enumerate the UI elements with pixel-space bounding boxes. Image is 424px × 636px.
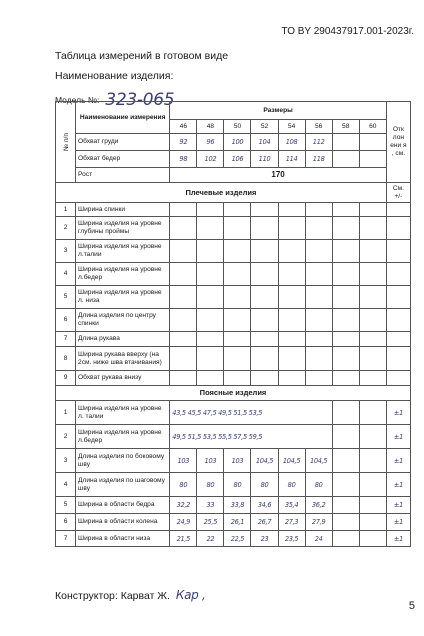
empty-cell xyxy=(332,240,359,263)
hand-value: 106 xyxy=(224,151,251,168)
empty-cell xyxy=(386,203,410,217)
empty-cell xyxy=(359,531,386,547)
measurement-label: Ширина изделия на уровне л. талии xyxy=(76,401,170,425)
empty-cell xyxy=(332,401,359,425)
hand-value: 25,5 xyxy=(197,514,224,531)
empty-cell xyxy=(305,203,332,217)
tolerance-value: ±1 xyxy=(386,531,410,547)
empty-cell xyxy=(332,134,359,151)
shoulder-row xyxy=(56,371,411,386)
height-row xyxy=(56,168,411,183)
tolerance-value: ±1 xyxy=(386,497,410,514)
measurement-label: Длина изделия по боковому шву xyxy=(76,449,170,473)
hand-value: 36,2 xyxy=(305,497,332,514)
waist-row xyxy=(56,497,411,514)
empty-cell xyxy=(224,309,251,332)
empty-cell xyxy=(359,449,386,473)
empty-cell xyxy=(332,217,359,240)
measurement-label: Ширина изделия на уровне л. низа xyxy=(76,286,170,309)
row-number: 5 xyxy=(56,497,76,514)
document-reference: ТО BY 290437917.001-2023г. xyxy=(281,26,414,37)
tolerance-value: ±1 xyxy=(386,514,410,531)
row-number: 1 xyxy=(56,203,76,217)
row-number: 5 xyxy=(56,286,76,309)
size-cell: 56 xyxy=(305,120,332,134)
hand-value: 80 xyxy=(224,473,251,497)
empty-cell xyxy=(251,217,278,240)
hand-value: 112 xyxy=(305,134,332,151)
height-value: 170 xyxy=(170,168,387,183)
measurement-label: Ширина в области низа xyxy=(76,531,170,547)
empty-cell xyxy=(224,332,251,347)
page-number: 5 xyxy=(408,600,415,612)
size-cell: 60 xyxy=(359,120,386,134)
empty-cell xyxy=(359,286,386,309)
empty-cell xyxy=(170,332,197,347)
empty-cell xyxy=(359,240,386,263)
tolerance-header: См. +/- xyxy=(386,183,410,203)
hand-value: 108 xyxy=(278,134,305,151)
empty-cell xyxy=(278,371,305,386)
measurement-label: Длина рукава xyxy=(76,332,170,347)
shoulder-row xyxy=(56,347,411,371)
table-title: Таблица измерений в готовом виде xyxy=(55,50,229,62)
empty-cell xyxy=(278,203,305,217)
empty-cell xyxy=(170,203,197,217)
hand-value: 102 xyxy=(197,151,224,168)
hand-value: 26,1 xyxy=(224,514,251,531)
measurement-label: Ширина изделия на уровне глубины проймы xyxy=(76,217,170,240)
measurement-label: Ширина спинки xyxy=(76,203,170,217)
name-header: Наименование измерения xyxy=(76,102,170,134)
empty-cell xyxy=(359,203,386,217)
hand-value: 100 xyxy=(224,134,251,151)
empty-cell xyxy=(224,203,251,217)
size-cell: 48 xyxy=(197,120,224,134)
hand-value: 104,5 xyxy=(251,449,278,473)
empty-cell xyxy=(386,217,410,240)
hand-value: 80 xyxy=(251,473,278,497)
item-name-label: Наименование изделия: xyxy=(55,70,174,82)
row-number: 6 xyxy=(56,309,76,332)
row-number: 3 xyxy=(56,240,76,263)
hand-value: 22 xyxy=(197,531,224,547)
empty-cell xyxy=(305,309,332,332)
hand-value: 24 xyxy=(305,531,332,547)
empty-cell xyxy=(251,371,278,386)
empty-cell xyxy=(305,217,332,240)
shoulder-row xyxy=(56,309,411,332)
empty-cell xyxy=(359,263,386,286)
empty-cell xyxy=(386,263,410,286)
hand-value: 110 xyxy=(251,151,278,168)
row-number: 6 xyxy=(56,514,76,531)
empty-cell xyxy=(197,286,224,309)
row-number: 9 xyxy=(56,371,76,386)
hand-value: 22,5 xyxy=(224,531,251,547)
row-number: 2 xyxy=(56,425,76,449)
section-shoulder-title: Плечевые изделия xyxy=(56,183,387,203)
empty-cell xyxy=(224,240,251,263)
hand-value: 103 xyxy=(197,449,224,473)
measurement-label: Длина изделия по центру спинки xyxy=(76,309,170,332)
empty-cell xyxy=(386,332,410,347)
empty-cell xyxy=(170,263,197,286)
hand-value: 104 xyxy=(251,134,278,151)
empty-cell xyxy=(332,371,359,386)
section-shoulder-row xyxy=(56,183,411,203)
empty-cell xyxy=(359,497,386,514)
empty-cell xyxy=(197,332,224,347)
empty-cell xyxy=(170,240,197,263)
empty-cell xyxy=(359,401,386,425)
empty-cell xyxy=(278,347,305,371)
hand-value: 21,5 xyxy=(170,531,197,547)
section-waist-title: Поясные изделия xyxy=(56,386,411,401)
empty-cell xyxy=(386,286,410,309)
constructor-line xyxy=(55,588,206,602)
empty-cell xyxy=(170,371,197,386)
empty-cell xyxy=(224,217,251,240)
empty-cell xyxy=(332,497,359,514)
hand-value: 35,4 xyxy=(278,497,305,514)
empty-cell xyxy=(332,286,359,309)
hand-value: 92 xyxy=(170,134,197,151)
empty-cell xyxy=(305,240,332,263)
empty-cell xyxy=(305,347,332,371)
row-number: 1 xyxy=(56,401,76,425)
empty-cell xyxy=(332,514,359,531)
hand-value: 27,3 xyxy=(278,514,305,531)
shoulder-row xyxy=(56,332,411,347)
empty-cell xyxy=(251,203,278,217)
empty-cell xyxy=(278,217,305,240)
empty-cell xyxy=(359,151,386,168)
size-cell: 54 xyxy=(278,120,305,134)
empty-cell xyxy=(359,332,386,347)
waist-row xyxy=(56,425,411,449)
size-cell: 52 xyxy=(251,120,278,134)
empty-cell xyxy=(332,332,359,347)
hand-value: 103 xyxy=(224,449,251,473)
empty-cell xyxy=(197,217,224,240)
empty-cell xyxy=(197,240,224,263)
empty-cell xyxy=(224,371,251,386)
empty-cell xyxy=(359,134,386,151)
measurement-label: Ширина в области колена xyxy=(76,514,170,531)
empty-cell xyxy=(359,514,386,531)
hand-value-run: 43,5 45,5 47,5 49,5 51,5 53,5 xyxy=(170,401,332,425)
measurement-table xyxy=(55,101,411,547)
hand-value: 23,5 xyxy=(278,531,305,547)
empty-cell xyxy=(251,347,278,371)
empty-cell xyxy=(332,263,359,286)
header-row xyxy=(56,102,411,120)
empty-cell xyxy=(332,203,359,217)
constructor-label: Конструктор: Карват Ж. xyxy=(55,590,170,602)
hand-value: 98 xyxy=(170,151,197,168)
row-number: 4 xyxy=(56,473,76,497)
waist-row xyxy=(56,449,411,473)
hand-value: 104,5 xyxy=(305,449,332,473)
empty-cell xyxy=(278,332,305,347)
empty-cell xyxy=(224,347,251,371)
empty-cell xyxy=(332,473,359,497)
hand-value: 24,9 xyxy=(170,514,197,531)
num-header: № п/п xyxy=(56,102,76,183)
empty-cell xyxy=(170,347,197,371)
empty-cell xyxy=(332,425,359,449)
empty-cell xyxy=(305,263,332,286)
empty-cell xyxy=(332,531,359,547)
empty-cell xyxy=(197,309,224,332)
hand-value: 33,8 xyxy=(224,497,251,514)
base-row-chest xyxy=(56,134,411,151)
empty-cell xyxy=(224,286,251,309)
shoulder-row xyxy=(56,240,411,263)
empty-cell xyxy=(359,347,386,371)
empty-cell xyxy=(332,151,359,168)
empty-cell xyxy=(359,217,386,240)
empty-cell xyxy=(251,309,278,332)
empty-cell xyxy=(386,240,410,263)
empty-cell xyxy=(251,240,278,263)
size-cell: 50 xyxy=(224,120,251,134)
empty-cell xyxy=(386,371,410,386)
measurement-label: Ширина рукава вверху (на 2см. ниже шва втачивания) xyxy=(76,347,170,371)
row-number: 7 xyxy=(56,332,76,347)
row-number: 3 xyxy=(56,449,76,473)
empty-cell xyxy=(170,309,197,332)
hand-value: 104,5 xyxy=(278,449,305,473)
measurement-label: Ширина изделия на уровне л.бедер xyxy=(76,425,170,449)
empty-cell xyxy=(197,263,224,286)
shoulder-row xyxy=(56,203,411,217)
empty-cell xyxy=(224,263,251,286)
hand-value: 103 xyxy=(170,449,197,473)
empty-cell xyxy=(170,217,197,240)
model-label: Модель №: xyxy=(55,95,100,105)
empty-cell xyxy=(332,309,359,332)
empty-cell xyxy=(197,371,224,386)
tolerance-value: ±1 xyxy=(386,401,410,425)
table-body xyxy=(56,102,411,547)
empty-cell xyxy=(197,347,224,371)
tolerance-value: ±1 xyxy=(386,473,410,497)
empty-cell xyxy=(359,425,386,449)
base-row-hips xyxy=(56,151,411,168)
hand-value: 118 xyxy=(305,151,332,168)
height-label: Рост xyxy=(76,168,170,183)
model-number-handwritten: 323-065 xyxy=(105,90,175,110)
hand-value: 80 xyxy=(278,473,305,497)
base-label: Обхват груди xyxy=(76,134,170,151)
empty-cell xyxy=(305,371,332,386)
constructor-signature: Кар , xyxy=(175,588,206,602)
empty-cell xyxy=(332,347,359,371)
waist-row xyxy=(56,401,411,425)
empty-cell xyxy=(197,203,224,217)
measurement-label: Ширина изделия на уровне л.бедер xyxy=(76,263,170,286)
empty-cell xyxy=(305,286,332,309)
waist-row xyxy=(56,514,411,531)
measurement-label: Ширина в области бедра xyxy=(76,497,170,514)
waist-row xyxy=(56,531,411,547)
empty-cell xyxy=(332,449,359,473)
row-number: 8 xyxy=(56,347,76,371)
measurement-label: Обхват рукава внизу xyxy=(76,371,170,386)
empty-cell xyxy=(386,347,410,371)
row-number: 7 xyxy=(56,531,76,547)
empty-cell xyxy=(251,332,278,347)
row-number: 2 xyxy=(56,217,76,240)
hand-value: 96 xyxy=(197,134,224,151)
deviation-header: Отк лон ени я , см. xyxy=(386,102,410,183)
row-number: 4 xyxy=(56,263,76,286)
empty-cell xyxy=(278,309,305,332)
hand-value: 33 xyxy=(197,497,224,514)
hand-value: 34,6 xyxy=(251,497,278,514)
empty-cell xyxy=(359,473,386,497)
base-label: Обхват бедер xyxy=(76,151,170,168)
size-cell: 58 xyxy=(332,120,359,134)
shoulder-row xyxy=(56,263,411,286)
hand-value: 27,9 xyxy=(305,514,332,531)
hand-value: 80 xyxy=(305,473,332,497)
tolerance-value: ±1 xyxy=(386,449,410,473)
hand-value: 80 xyxy=(170,473,197,497)
hand-value: 114 xyxy=(278,151,305,168)
measurement-label: Длина изделия по шаговому шву xyxy=(76,473,170,497)
sizes-header: Размеры xyxy=(170,102,387,120)
shoulder-row xyxy=(56,286,411,309)
empty-cell xyxy=(278,240,305,263)
empty-cell xyxy=(386,309,410,332)
empty-cell xyxy=(251,286,278,309)
section-waist-row xyxy=(56,386,411,401)
empty-cell xyxy=(170,286,197,309)
hand-value: 80 xyxy=(197,473,224,497)
empty-cell xyxy=(359,309,386,332)
shoulder-row xyxy=(56,217,411,240)
hand-value: 23 xyxy=(251,531,278,547)
empty-cell xyxy=(251,263,278,286)
size-cell: 46 xyxy=(170,120,197,134)
hand-value: 26,7 xyxy=(251,514,278,531)
empty-cell xyxy=(305,332,332,347)
empty-cell xyxy=(359,371,386,386)
empty-cell xyxy=(278,286,305,309)
empty-cell xyxy=(278,263,305,286)
measurement-label: Ширина изделия на уровне л.талии xyxy=(76,240,170,263)
tolerance-value: ±1 xyxy=(386,425,410,449)
hand-value-run: 49,5 51,5 53,5 55,5 57,5 59,5 xyxy=(170,425,332,449)
hand-value: 32,2 xyxy=(170,497,197,514)
waist-row xyxy=(56,473,411,497)
